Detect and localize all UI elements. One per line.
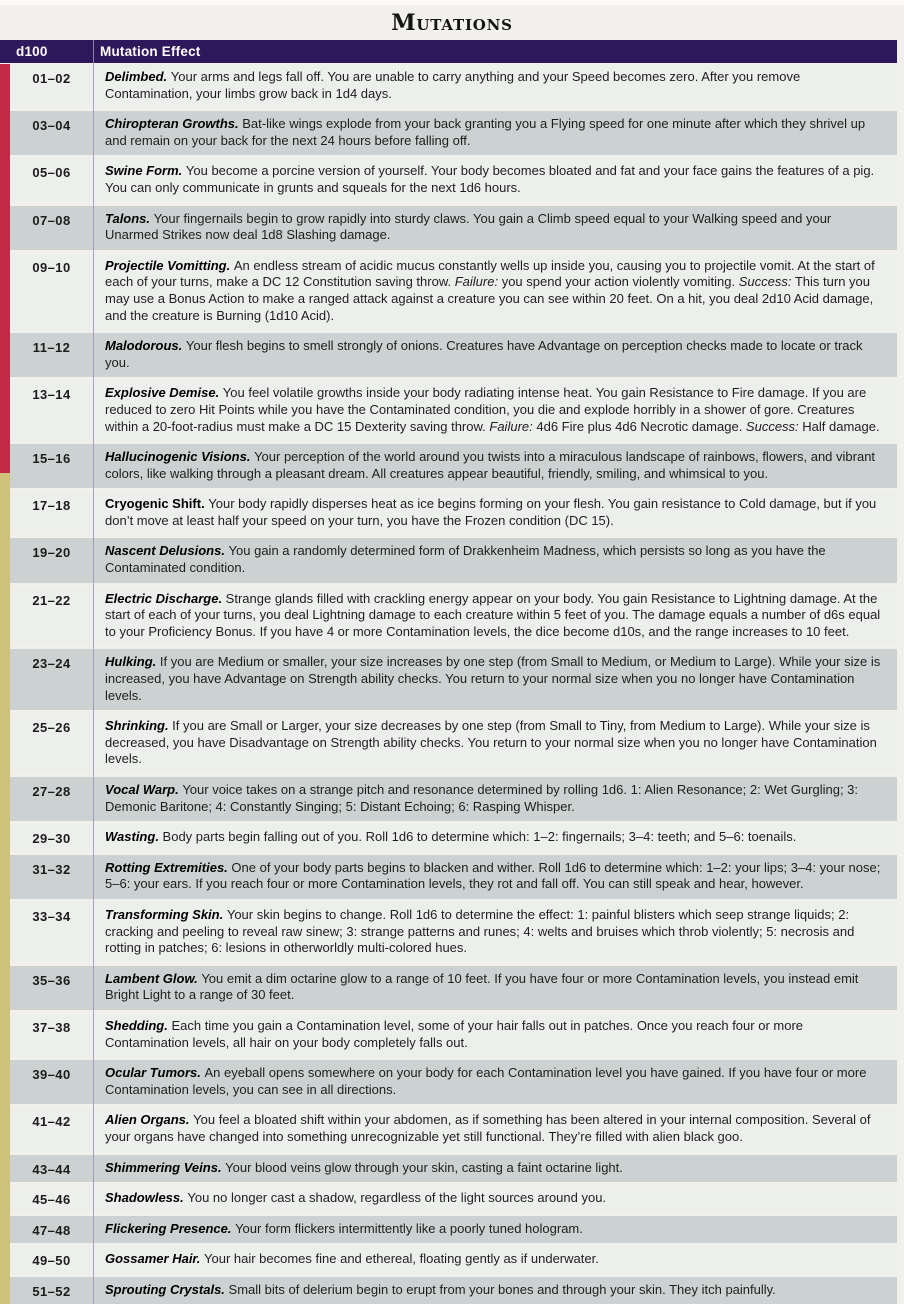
table-row xyxy=(10,333,897,377)
effect-description: Strange glands filled with crackling energy appear on your body. You gain Resistance to Lightning damage. At the start of each of your turns, you deal Lightning damage to each creature within 5 feet of you. The damage equals a number of d6s equal to your Proficiency Bonus. If you have 4 or more Contamination levels, the dice become d10s, and the range increases to 10 feet. xyxy=(105,590,881,639)
table-row xyxy=(10,649,897,710)
mutation-name: Talons. xyxy=(105,210,154,226)
mutation-effect-text xyxy=(93,713,897,774)
effect-description: An eyeball opens somewhere on your body for each Contamination level you have gained. If you have four or more Contamination levels, you can see in all directions. xyxy=(105,1065,867,1097)
effect-description: If you are Medium or smaller, your size increases by one step (from Small to Medium, or Medium to Large). While your size is increased, you have Advantage on Strength ability checks. You return to your normal size when you no longer have Contamination levels. xyxy=(105,654,881,703)
mutation-effect-text xyxy=(93,1107,897,1151)
d100-range: 27–28 xyxy=(32,784,71,799)
d100-range: 05–06 xyxy=(32,165,71,181)
mutation-name: Hallucinogenic Visions. xyxy=(105,449,255,465)
d100-range: 17–18 xyxy=(32,498,71,514)
table-row xyxy=(10,1277,897,1304)
effect-description: Small bits of delerium begin to erupt from your bones and through your skin. They itch painfully. xyxy=(228,1281,776,1297)
mutation-name: Hulking. xyxy=(105,654,160,670)
effect-description: Your fingernails begin to grow rapidly into sturdy claws. You gain a Climb speed equal to your Walking speed and your Unarmed Strikes now deal 1d8 Slashing damage. xyxy=(105,210,832,243)
d100-range: 43–44 xyxy=(32,1161,71,1177)
mutation-effect-text xyxy=(93,1013,897,1057)
table-row xyxy=(10,1216,897,1244)
table-row xyxy=(10,1185,897,1213)
d100-range: 35–36 xyxy=(32,972,71,988)
d100-range: 47–48 xyxy=(32,1222,71,1238)
mutation-name: Flickering Presence. xyxy=(105,1220,236,1236)
effect-description: Your form flickers intermittently like a poorly tuned hologram. xyxy=(235,1220,583,1236)
d100-range: 09–10 xyxy=(32,259,71,275)
column-header-d100: d100 xyxy=(16,44,48,59)
mutation-name: Nascent Delusions. xyxy=(105,543,229,559)
effect-description: Your arms and legs fall off. You are unable to carry anything and your Speed becomes zero. After you remove Contamination, your limbs grow back in 1d4 days. xyxy=(105,69,801,101)
mutation-name: Shadowless. xyxy=(105,1190,188,1206)
table-row xyxy=(10,1013,897,1057)
d100-range: 25–26 xyxy=(32,720,71,736)
mutation-effect-text xyxy=(93,586,897,647)
mutation-effect-text xyxy=(93,824,897,852)
d100-range: 29–30 xyxy=(32,831,71,847)
effect-description: Bat-like wings explode from your back granting you a Flying speed for one minute after which they shrivel up and remain on your back for the next 24 hours before falling off. xyxy=(105,116,866,148)
effect-description: Half damage. xyxy=(798,418,880,434)
effect-description: Each time you gain a Contamination level, some of your hair falls out in patches. Once you reach four or more Contamination levels, all hair on your body completely falls out. xyxy=(105,1017,804,1050)
mutation-name: Rotting Extremities. xyxy=(105,859,232,875)
table-row xyxy=(10,111,897,155)
effect-italic-keyword: Failure: xyxy=(454,274,499,290)
mutation-name: Alien Organs. xyxy=(105,1112,194,1128)
effect-italic-keyword: Failure: xyxy=(489,418,533,434)
table-row xyxy=(10,1155,897,1183)
effect-description: This turn you may use a Bonus Action to make a ranged attack against a creature you can see within 20 feet. On a hit, you deal 2d10 Acid damage, and the creature is Burning (1d10 Acid). xyxy=(105,274,874,323)
effect-description: If you are Small or Larger, your size decreases by one step (from Small to Tiny, from Medium to Large). While your size is decreased, you have Disadvantage on Strength ability checks. You return to your normal size when you no longer have Contamination levels. xyxy=(105,718,877,767)
effect-description: Your hair becomes fine and ethereal, floating gently as if underwater. xyxy=(204,1251,599,1267)
mutation-name: Delimbed. xyxy=(105,69,171,84)
effect-description: Body parts begin falling out of you. Roll 1d6 to determine which: 1–2: fingernails; 3–4: teeth; and 5–6: toenails. xyxy=(162,829,797,845)
effect-description: You become a porcine version of yourself. Your body becomes bloated and fat and your face gains the features of a pig. You can only communicate in grunts and squeals for the next 1d6 hours. xyxy=(105,163,875,195)
title-bar xyxy=(0,5,904,40)
mutation-name: Transforming Skin. xyxy=(105,906,227,922)
table-row xyxy=(10,824,897,852)
d100-range: 07–08 xyxy=(32,212,71,228)
d100-range: 51–52 xyxy=(32,1283,71,1299)
effect-description: you spend your action violently vomiting. xyxy=(498,274,739,290)
left-accent-stripe xyxy=(0,64,10,1304)
mutations-table xyxy=(0,40,904,1304)
table-row xyxy=(10,855,897,899)
mutation-effect-text xyxy=(93,1246,897,1274)
effect-description: 4d6 Fire plus 4d6 Necrotic damage. xyxy=(532,418,746,434)
d100-range: 31–32 xyxy=(32,861,71,877)
mutation-effect-text xyxy=(93,333,897,377)
d100-range: 15–16 xyxy=(32,451,71,467)
table-row xyxy=(10,64,897,108)
effect-description: Your flesh begins to smell strongly of onions. Creatures have Advantage on perception checks made to locate or track you. xyxy=(105,338,863,370)
mutation-name: Swine Form. xyxy=(105,163,186,179)
mutation-effect-text xyxy=(93,777,897,821)
effect-italic-keyword: Success: xyxy=(738,274,792,290)
d100-range: 19–20 xyxy=(32,545,71,561)
d100-range: 21–22 xyxy=(32,592,71,608)
mutation-effect-text xyxy=(93,253,897,330)
d100-range: 33–34 xyxy=(32,908,71,924)
effect-description: You emit a dim octarine glow to a range of 10 feet. If you have four or more Contamination levels, you instead emit Bright Light to a range of 30 feet. xyxy=(105,970,859,1003)
mutation-effect-text xyxy=(93,1277,897,1304)
table-row xyxy=(10,1060,897,1104)
table-row xyxy=(10,380,897,441)
mutation-name: Shrinking. xyxy=(105,718,173,734)
effect-description: You feel volatile growths inside your body radiating intense heat. You gain Resistance to Fire damage. If you are reduced to zero Hit Points while you have the Contaminated condition, you die and explode horribly in a shower of gore. Creatures within a 20-foot-radius must make a DC 15 Dexterity saving throw. xyxy=(105,385,867,434)
table-header-row xyxy=(0,40,897,63)
table-row xyxy=(10,777,897,821)
effect-description: Your blood veins glow through your skin, casting a faint octarine light. xyxy=(225,1159,623,1175)
mutation-effect-text xyxy=(93,1155,897,1183)
mutation-name: Malodorous. xyxy=(105,338,186,354)
d100-range: 37–38 xyxy=(32,1019,71,1035)
effect-description: One of your body parts begins to blacken and wither. Roll 1d6 to determine which: 1–2: your lips; 3–4: your nose; 5–6: your ears. If you reach four or more Contamination levels, they rot and fall off. You can still speak and hear, however. xyxy=(105,859,881,892)
mutation-name: Sprouting Crystals. xyxy=(105,1281,229,1297)
d100-range: 01–02 xyxy=(32,71,71,86)
mutation-effect-text xyxy=(93,1216,897,1244)
page-title: Mutations xyxy=(391,9,513,36)
mutation-name: Electric Discharge. xyxy=(105,590,226,606)
effect-description: Your skin begins to change. Roll 1d6 to determine the effect: 1: painful blisters which seep strange liquids; 2: cracking and peeling to reveal raw sinew; 3: strange patterns and runes; 4: welts and bruises which throb violently; 5: necrosis and rotting in patches; 6: lesions in otherworldly multi-colored hues. xyxy=(105,906,855,956)
table-row xyxy=(10,966,897,1010)
mutation-effect-text xyxy=(93,1185,897,1213)
mutation-effect-text xyxy=(93,111,897,155)
mutation-name: Ocular Tumors. xyxy=(105,1065,205,1081)
mutation-name: Vocal Warp. xyxy=(105,782,183,797)
mutation-name: Cryogenic Shift. xyxy=(105,496,209,512)
mutation-name: Lambent Glow. xyxy=(105,970,202,986)
table-row xyxy=(10,538,897,582)
effect-italic-keyword: Success: xyxy=(745,418,799,434)
mutation-effect-text xyxy=(93,206,897,250)
column-header-mutation-effect: Mutation Effect xyxy=(100,44,201,59)
table-row xyxy=(10,253,897,330)
d100-range: 03–04 xyxy=(32,118,71,134)
effect-description: You no longer cast a shadow, regardless of the light sources around you. xyxy=(187,1190,607,1206)
table-row xyxy=(10,586,897,647)
effect-description: An endless stream of acidic mucus constantly wells up inside you, causing you to projectile vomit. At the start of each of your turns, make a DC 12 Constitution saving throw. xyxy=(105,257,875,290)
table-row xyxy=(10,713,897,774)
effect-description: Your perception of the world around you twists into a miraculous landscape of rainbows, flowers, and vibrant colors, like walking through a pleasant dream. All creatures appear beautiful, friendly, smiling, and whimsical to you. xyxy=(105,449,876,481)
d100-range: 45–46 xyxy=(32,1192,71,1208)
mutation-effect-text xyxy=(93,64,897,108)
mutation-effect-text xyxy=(93,491,897,535)
d100-range: 11–12 xyxy=(32,340,71,356)
mutation-name: Shedding. xyxy=(105,1017,172,1033)
d100-range: 49–50 xyxy=(32,1253,71,1269)
mutation-effect-text xyxy=(93,444,897,488)
mutation-effect-text xyxy=(93,966,897,1010)
effect-description: Your body rapidly disperses heat as ice begins forming on your flesh. You gain resistance to Cold damage, but if you don’t move at least half your speed on your turn, you have the Frozen condition (DC 15). xyxy=(105,496,877,528)
effect-description: Your voice takes on a strange pitch and resonance determined by rolling 1d6. 1: Alien Resonance; 2: Wet Gurgling; 3: Demonic Baritone; 4: Constantly Singing; 5: Distant Echoing; 6: Rasping Whisper. xyxy=(105,782,859,814)
effect-description: You gain a randomly determined form of Drakkenheim Madness, which persists so long as you have the Contaminated condition. xyxy=(105,543,826,576)
mutation-effect-text xyxy=(93,902,897,963)
effect-description: You feel a bloated shift within your abdomen, as if something has been altered in your internal composition. Several of your organs have changed into something unrecognizable yet still functional. They’re filled with alien black goo. xyxy=(105,1112,871,1144)
mutation-name: Projectile Vomitting. xyxy=(105,257,234,273)
table-row xyxy=(10,444,897,488)
mutation-name: Wasting. xyxy=(105,829,163,845)
d100-range: 13–14 xyxy=(32,387,71,403)
table-row xyxy=(10,1246,897,1274)
table-body xyxy=(0,64,904,1304)
mutation-effect-text xyxy=(93,855,897,899)
mutation-name: Shimmering Veins. xyxy=(105,1159,226,1175)
table-row xyxy=(10,902,897,963)
mutation-name: Chiropteran Growths. xyxy=(105,116,243,132)
mutation-effect-text xyxy=(93,538,897,582)
table-row xyxy=(10,491,897,535)
table-row xyxy=(10,206,897,250)
mutation-effect-text xyxy=(93,1060,897,1104)
d100-range: 23–24 xyxy=(32,656,71,672)
mutation-name: Gossamer Hair. xyxy=(105,1251,204,1267)
mutation-effect-text xyxy=(93,158,897,202)
d100-range: 41–42 xyxy=(32,1114,71,1130)
mutation-effect-text xyxy=(93,649,897,710)
table-row xyxy=(10,158,897,202)
mutation-name: Explosive Demise. xyxy=(105,385,223,401)
d100-range: 39–40 xyxy=(32,1067,71,1083)
table-row xyxy=(10,1107,897,1151)
column-divider-line xyxy=(93,40,94,1304)
mutation-effect-text xyxy=(93,380,897,441)
